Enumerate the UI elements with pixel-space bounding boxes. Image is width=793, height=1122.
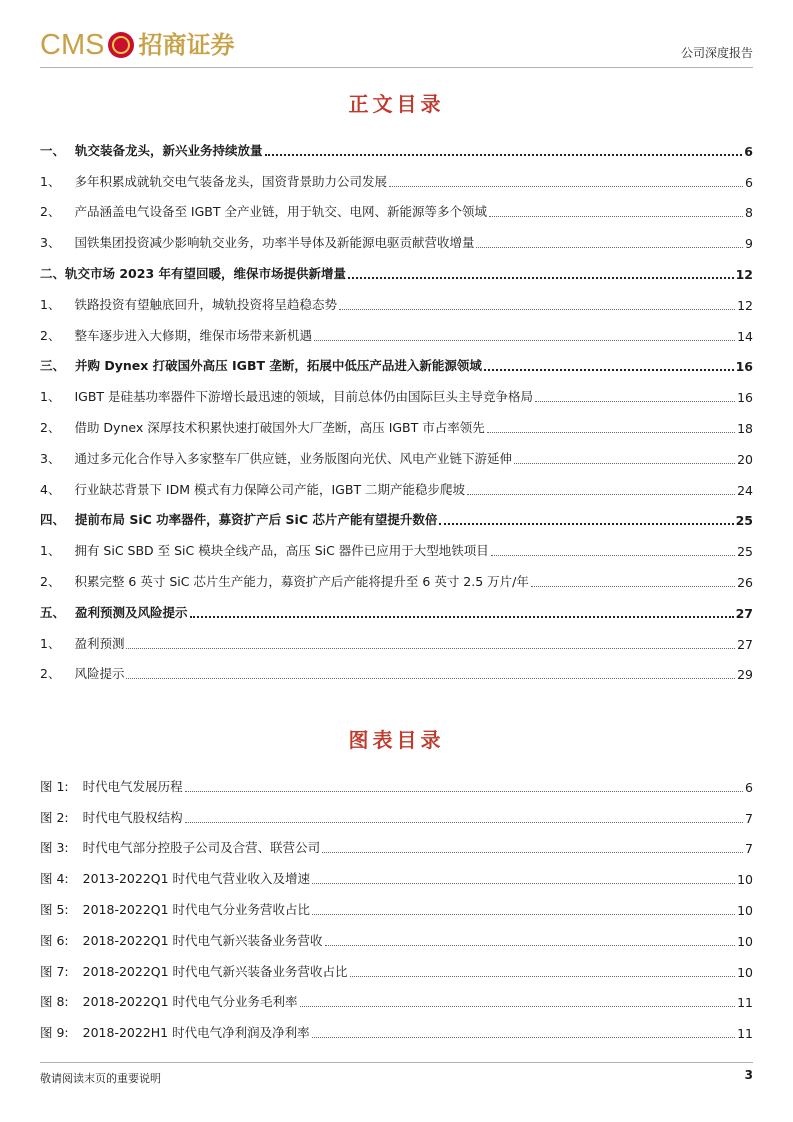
toc-entry-title: 风险提示 <box>74 666 125 682</box>
toc-entry-number: 1、 <box>40 543 61 559</box>
page-header <box>40 26 753 66</box>
footer-divider <box>40 1062 753 1063</box>
toc-entry-title: 盈利预测及风险提示 <box>75 604 188 620</box>
toc-entry-page: 6 <box>744 143 753 159</box>
toc-entry-title: 二、轨交市场 2023 年有望回暖，维保市场提供新增量 <box>40 265 346 281</box>
figure-entry-page: 11 <box>737 995 753 1011</box>
page-footer <box>40 1066 753 1085</box>
toc-dot-leader <box>531 586 735 587</box>
figure-entry[interactable] <box>40 1010 753 1041</box>
figure-entry-title: 时代电气部分控股子公司及合营、联营公司 <box>82 840 321 856</box>
toc-entry-number: 2、 <box>40 419 61 435</box>
figure-entry-page: 10 <box>737 933 753 949</box>
toc-entry-title: 整车逐步进入大修期，维保市场带来新机遇 <box>74 327 312 343</box>
toc-entry-number: 1、 <box>40 389 61 405</box>
toc-entry-title: 盈利预测 <box>74 635 125 651</box>
figure-entry-page: 11 <box>737 1026 753 1042</box>
toc-dot-leader <box>314 340 735 341</box>
toc-entry[interactable] <box>40 528 753 559</box>
toc-dot-leader <box>126 678 735 679</box>
figure-entry[interactable] <box>40 764 753 795</box>
figure-entry[interactable] <box>40 980 753 1011</box>
toc-entry-number: 2、 <box>40 666 61 682</box>
toc-dot-leader <box>339 309 735 310</box>
toc-entry-title: 拥有 SiC SBD 至 SiC 模块全线产品，高压 SiC 器件已应用于大型地铁项目 <box>74 543 489 559</box>
toc-entry-number: 2、 <box>40 204 61 220</box>
toc-entry-page: 14 <box>737 328 753 344</box>
figure-entry-number: 图 7: <box>40 963 69 979</box>
company-logo <box>40 28 234 62</box>
toc-entry-number: 1、 <box>40 296 61 312</box>
toc-entry-title: 通过多元化合作导入多家整车厂供应链，业务版图向光伏、风电产业链下游延伸 <box>74 450 512 466</box>
toc-entry-title: 产品涵盖电气设备至 IGBT 全产业链，用于轨交、电网、新能源等多个领域 <box>74 204 487 220</box>
toc-entry-page: 12 <box>737 297 753 313</box>
toc-entry-page: 16 <box>737 390 753 406</box>
footer-page-number: 3 <box>744 1068 753 1082</box>
toc-entry-page: 25 <box>737 544 753 560</box>
figure-dot-leader <box>350 976 736 977</box>
figure-entry-page: 7 <box>745 841 753 857</box>
toc-dot-leader <box>348 277 734 279</box>
toc-entry-page: 26 <box>737 574 753 590</box>
figure-entry[interactable] <box>40 795 753 826</box>
toc-dot-leader <box>126 648 735 649</box>
toc-entry-page: 29 <box>737 667 753 683</box>
toc-entry[interactable] <box>40 251 753 282</box>
toc-entry-page: 27 <box>735 605 753 621</box>
toc-entry[interactable] <box>40 220 753 251</box>
toc-entry[interactable] <box>40 621 753 652</box>
toc-entry-title: 提前布局 SiC 功率器件，募资扩产后 SiC 芯片产能有望提升数倍 <box>75 512 438 528</box>
figure-entry-page: 7 <box>745 810 753 826</box>
toc-dot-leader <box>535 401 735 402</box>
toc-entry[interactable] <box>40 128 753 159</box>
figure-entry[interactable] <box>40 949 753 980</box>
figure-dot-leader <box>312 914 735 915</box>
toc-entry-page: 9 <box>745 236 753 252</box>
toc-entry-title: IGBT 是硅基功率器件下游增长最迅速的领域，目前总体仍由国际巨头主导竞争格局 <box>74 389 534 405</box>
logo-cn-text: 招商证券 <box>138 30 235 59</box>
toc-entry-number: 五、 <box>40 604 66 620</box>
toc-entry-number: 三、 <box>40 358 66 374</box>
figure-entry-title: 2018-2022Q1 时代电气新兴装备业务营收占比 <box>82 963 348 979</box>
figure-entry-number: 图 1: <box>40 778 69 794</box>
toc-entry[interactable] <box>40 190 753 221</box>
toc-entry[interactable] <box>40 405 753 436</box>
toc-entry-number: 1、 <box>40 635 61 651</box>
figure-dot-leader <box>185 822 743 823</box>
figure-entry-number: 图 2: <box>40 809 69 825</box>
toc-dot-leader <box>491 555 735 556</box>
figure-entry-page: 10 <box>737 902 753 918</box>
toc-dot-leader <box>389 186 743 187</box>
toc-dot-leader <box>489 216 743 217</box>
toc-list <box>40 128 753 682</box>
toc-entry[interactable] <box>40 467 753 498</box>
toc-entry[interactable] <box>40 652 753 683</box>
toc-entry-page: 25 <box>735 513 753 529</box>
toc-entry-number: 4、 <box>40 481 61 497</box>
toc-entry-number: 2、 <box>40 327 61 343</box>
figure-dot-leader <box>312 1037 735 1038</box>
figure-entry-title: 2018-2022Q1 时代电气分业务营收占比 <box>82 901 311 917</box>
header-divider <box>40 67 753 68</box>
figure-dot-leader <box>185 791 743 792</box>
toc-title: 正文目录 <box>348 92 445 116</box>
figure-entry-number: 图 6: <box>40 932 69 948</box>
toc-entry[interactable] <box>40 498 753 529</box>
toc-entry-number: 一、 <box>40 142 66 158</box>
figure-entry-title: 2013-2022Q1 时代电气营业收入及增速 <box>82 871 311 887</box>
toc-dot-leader <box>487 432 735 433</box>
toc-entry[interactable] <box>40 313 753 344</box>
toc-entry-page: 16 <box>735 359 753 375</box>
figure-list <box>40 764 753 1041</box>
figure-entry[interactable] <box>40 856 753 887</box>
toc-entry-number: 3、 <box>40 450 61 466</box>
toc-entry[interactable] <box>40 344 753 375</box>
toc-entry[interactable] <box>40 559 753 590</box>
figure-entry-number: 图 9: <box>40 1025 69 1041</box>
toc-entry-page: 24 <box>737 482 753 498</box>
figure-dot-leader <box>312 883 735 884</box>
figure-entry-number: 图 4: <box>40 871 69 887</box>
figure-entry[interactable] <box>40 887 753 918</box>
toc-entry-title: 铁路投资有望触底回升，城轨投资将呈趋稳态势 <box>74 296 337 312</box>
toc-entry-title: 并购 Dynex 打破国外高压 IGBT 垄断，拓展中低压产品进入新能源领域 <box>75 358 482 374</box>
toc-dot-leader <box>265 154 743 156</box>
footer-notice: 敬请阅读末页的重要说明 <box>40 1072 161 1085</box>
toc-entry-number: 四、 <box>40 512 66 528</box>
figure-dot-leader <box>325 945 736 946</box>
toc-entry-page: 8 <box>745 205 753 221</box>
toc-entry-number: 3、 <box>40 235 61 251</box>
figure-entry-page: 6 <box>745 779 753 795</box>
toc-entry-number: 2、 <box>40 573 61 589</box>
figure-dot-leader <box>300 1006 736 1007</box>
toc-entry-page: 18 <box>737 420 753 436</box>
toc-entry[interactable] <box>40 159 753 190</box>
logo-badge-icon <box>108 32 134 58</box>
toc-dot-leader <box>190 616 734 618</box>
figure-entry-title: 2018-2022H1 时代电气净利润及净利率 <box>82 1025 310 1041</box>
toc-entry-page: 6 <box>745 174 753 190</box>
figure-entry-page: 10 <box>737 964 753 980</box>
figure-list-title: 图表目录 <box>348 728 445 752</box>
toc-entry-title: 借助 Dynex 深厚技术积累快速打破国外大厂垄断，高压 IGBT 市占率领先 <box>74 419 485 435</box>
toc-dot-leader <box>439 523 733 525</box>
figure-entry-title: 时代电气发展历程 <box>82 778 183 794</box>
toc-entry-title: 积累完整 6 英寸 SiC 芯片生产能力，募资扩产后产能将提升至 6 英寸 2.5 万片/年 <box>74 573 529 589</box>
report-type: 公司深度报告 <box>680 46 753 60</box>
toc-entry-title: 多年积累成就轨交电气装备龙头，国资背景助力公司发展 <box>74 173 387 189</box>
toc-dot-leader <box>467 494 735 495</box>
toc-entry[interactable] <box>40 282 753 313</box>
figure-entry-title: 2018-2022Q1 时代电气新兴装备业务营收 <box>82 932 323 948</box>
logo-cms-text: CMS <box>40 29 105 61</box>
toc-entry[interactable] <box>40 436 753 467</box>
toc-entry-page: 20 <box>737 451 753 467</box>
figure-entry-page: 10 <box>737 872 753 888</box>
toc-entry-title: 国铁集团投资减少影响轨交业务，功率半导体及新能源电驱贡献营收增量 <box>74 235 475 251</box>
figure-entry[interactable] <box>40 826 753 857</box>
toc-dot-leader <box>476 247 743 248</box>
figure-entry-number: 图 8: <box>40 994 69 1010</box>
toc-entry-number: 1、 <box>40 173 61 189</box>
toc-entry[interactable] <box>40 374 753 405</box>
figure-entry-title: 时代电气股权结构 <box>82 809 183 825</box>
toc-dot-leader <box>514 463 735 464</box>
figure-entry-number: 图 3: <box>40 840 69 856</box>
toc-entry-page: 12 <box>735 266 753 282</box>
figure-entry-number: 图 5: <box>40 901 69 917</box>
figure-entry-title: 2018-2022Q1 时代电气分业务毛利率 <box>82 994 298 1010</box>
figure-dot-leader <box>322 852 743 853</box>
toc-entry-page: 27 <box>737 636 753 652</box>
figure-entry[interactable] <box>40 918 753 949</box>
toc-entry[interactable] <box>40 590 753 621</box>
toc-dot-leader <box>484 369 734 371</box>
toc-entry-title: 行业缺芯背景下 IDM 模式有力保障公司产能，IGBT 二期产能稳步爬坡 <box>74 481 466 497</box>
toc-entry-title: 轨交装备龙头，新兴业务持续放量 <box>75 142 263 158</box>
